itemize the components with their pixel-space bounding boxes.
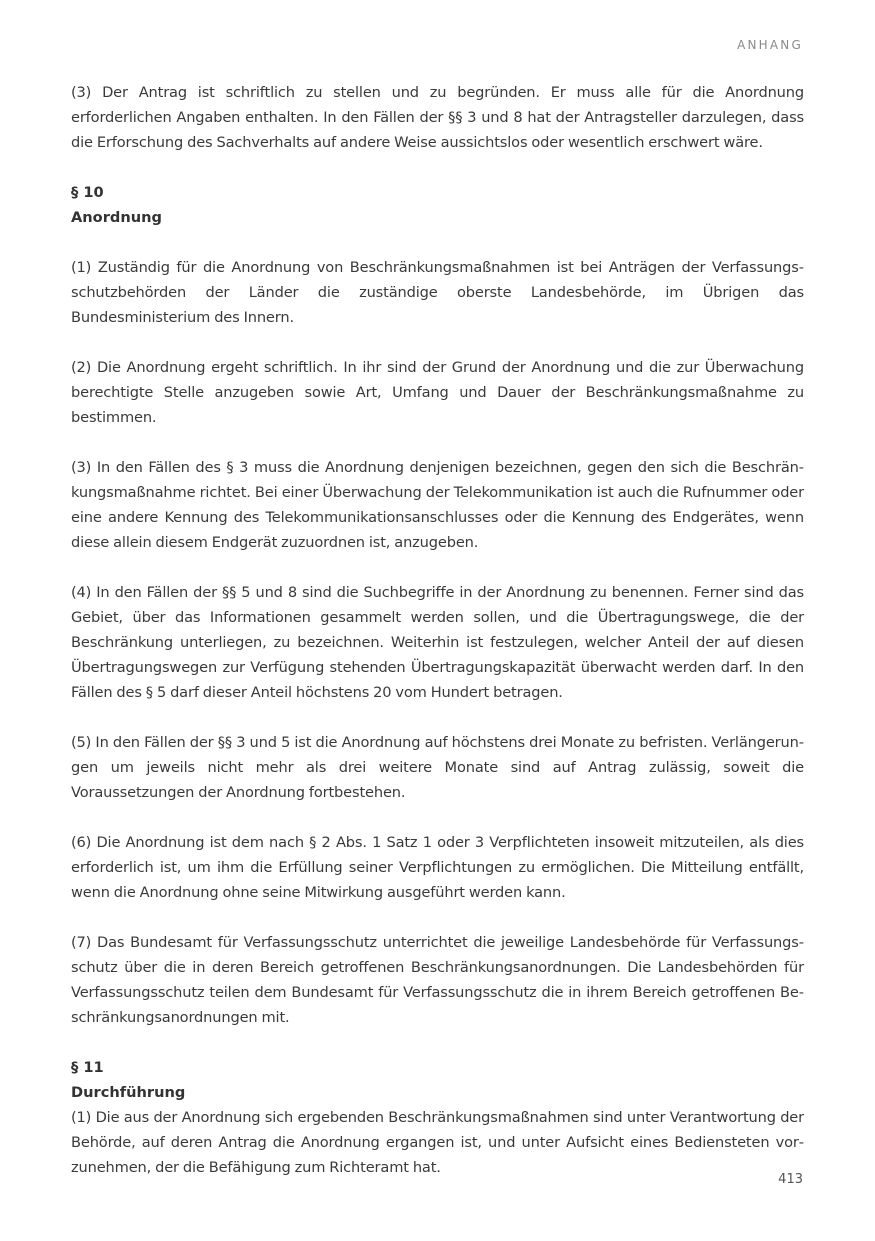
page-body [71, 80, 804, 1180]
section-10-paragraph-7: (7) Das Bundesamt für Verfassungsschutz unterrichtet die jeweilige Landesbehörde für Verfassungsschutz über die in deren Bereich getroffenen Beschränkungsanordnungen. Die Landesbehörden für Verfassungsschutz teilen dem Bundesamt für Verfassungsschutz die in ihrem Bereich getroffenen Beschränkungsanordnungen mit. [71, 934, 804, 1026]
section-10-paragraph-1: (1) Zuständig für die Anordnung von Beschränkungsmaßnahmen ist bei Anträgen der Verfassungsschutzbehörden der Länder die zuständige oberste Landesbehörde, im Übrigen das Bundesministerium des Innern. [71, 259, 804, 326]
section-11-heading [71, 1055, 804, 1105]
intro-paragraph: (3) Der Antrag ist schriftlich zu stellen und zu begründen. Er muss alle für die Anordnung erforderlichen Angaben enthalten. In den Fällen der §§ 3 und 8 hat der Antragsteller darzulegen, dass die Erforschung des Sachverhalts auf andere Weise aussichtslos oder wesentlich erschwert wäre. [71, 84, 804, 151]
section-title: Durchführung [71, 1084, 186, 1101]
section-11-paragraph-1: (1) Die aus der Anordnung sich ergebenden Beschränkungsmaßnahmen sind unter Verantwortung der Behörde, auf deren Antrag die Anordnung ergangen ist, und unter Aufsicht eines Bediensteten vorzunehmen, der die Befähigung zum Richteramt hat. [71, 1109, 804, 1176]
section-10-heading [71, 180, 804, 230]
section-number: § 11 [71, 1059, 104, 1076]
section-title: Anordnung [71, 209, 162, 226]
section-10-paragraph-2: (2) Die Anordnung ergeht schriftlich. In ihr sind der Grund der Anordnung und die zur Überwachung berechtigte Stelle anzugeben sowie Art, Umfang und Dauer der Beschränkungsmaßnahme zu bestimmen. [71, 359, 804, 426]
section-10-paragraph-4: (4) In den Fällen der §§ 5 und 8 sind die Suchbegriffe in der Anordnung zu benennen. Ferner sind das Gebiet, über das Informationen gesammelt werden sollen, und die Übertragungswege, die der Beschränkung unterliegen, zu bezeichnen. Weiterhin ist festzulegen, welcher Anteil der auf diesen Übertragungswegen zur Verfügung stehenden Übertragungskapazität überwacht werden darf. In den Fällen des § 5 darf dieser Anteil höchstens 20 vom Hundert betragen. [71, 584, 804, 701]
section-10-paragraph-6: (6) Die Anordnung ist dem nach § 2 Abs. 1 Satz 1 oder 3 Verpflichteten insoweit mitzuteilen, als dies erforderlich ist, um ihm die Erfüllung seiner Verpflichtungen zu ermöglichen. Die Mitteilung entfällt, wenn die Anordnung ohne seine Mitwirkung ausgeführt werden kann. [71, 834, 804, 901]
section-10-paragraph-3: (3) In den Fällen des § 3 muss die Anordnung denjenigen bezeichnen, gegen den sich die Beschränkungsmaßnahme richtet. Bei einer Überwachung der Telekommunikation ist auch die Rufnummer oder eine andere Kennung des Telekommunikationsanschlusses oder die Kennung des Endgerätes, wenn diese allein diesem Endgerät zuzuordnen ist, anzugeben. [71, 459, 804, 551]
page-number: 413 [778, 1172, 803, 1187]
section-10-paragraph-5: (5) In den Fällen der §§ 3 und 5 ist die Anordnung auf höchstens drei Monate zu befristen. Verlängerungen um jeweils nicht mehr als drei weitere Monate sind auf Antrag zulässig, soweit die Voraussetzungen der Anordnung fortbestehen. [71, 734, 804, 801]
section-number: § 10 [71, 184, 104, 201]
running-head: ANHANG [737, 38, 803, 52]
